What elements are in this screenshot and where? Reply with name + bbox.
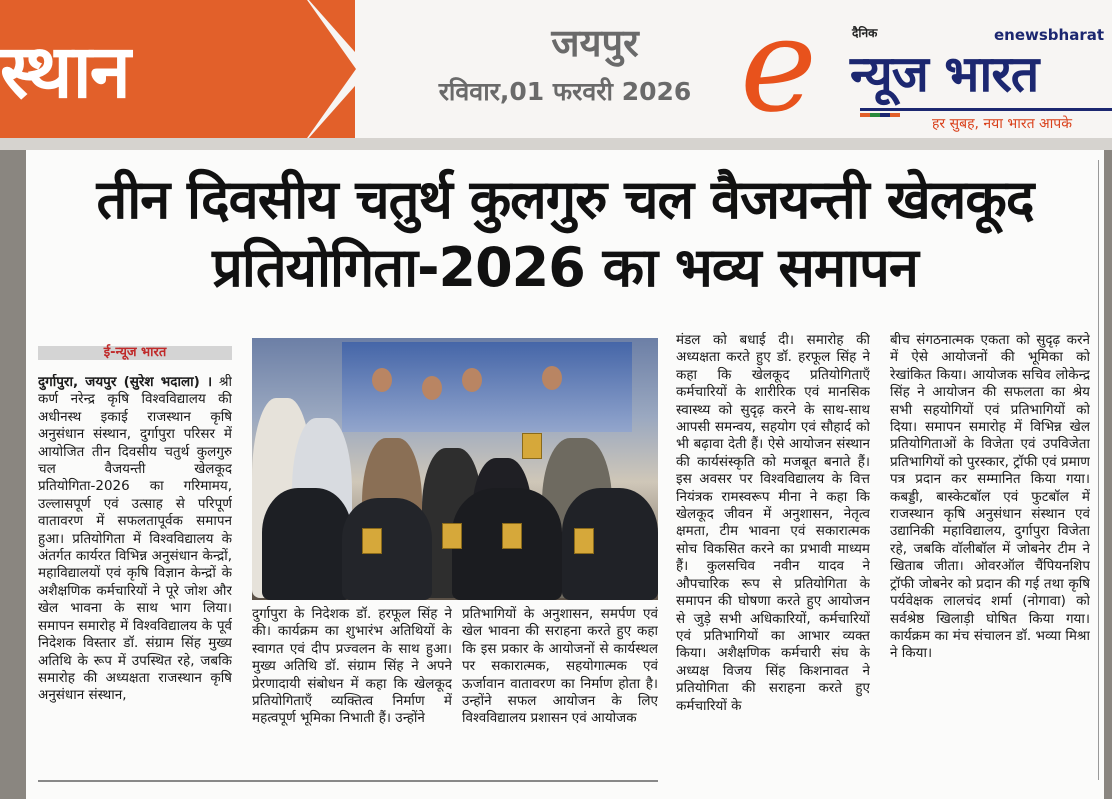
- logo-tagline: हर सुबह, नया भारत आपके: [932, 116, 1073, 132]
- trophy: [442, 523, 462, 549]
- logo-dots: [860, 113, 900, 117]
- article-column-1: [38, 374, 232, 774]
- person: [462, 368, 482, 392]
- bottom-rule: [38, 780, 658, 782]
- person: [262, 488, 352, 600]
- edition-city: जयपुर: [551, 21, 639, 65]
- divider: [0, 138, 1112, 150]
- headline: तीन दिवसीय चतुर्थ कुलगुरु चल वैजयन्ती खेलकूद प्रतियोगिता-2026 का भव्य समापन: [96, 168, 1034, 299]
- event-photo: [252, 338, 658, 600]
- edition-date: रविवार,01 फरवरी 2026: [438, 77, 692, 106]
- trophy: [574, 528, 594, 554]
- person: [342, 498, 432, 600]
- newspaper-masthead: [0, 0, 1112, 138]
- byline: ई-न्यूज भारत: [38, 346, 232, 360]
- person: [422, 376, 442, 400]
- article-column-2: दुर्गापुरा के निदेशक डॉ. हरफूल सिंह ने की। कार्यक्रम का शुभारंभ अतिथियों के स्वागत एवं दीप प्रज्वलन के साथ हुआ। मुख्य अतिथि डॉ. संग्राम सिंह ने अपने प्रेरणादायी संबोधन में कहा कि खेलकूद प्रतियोगिताएँ व्यक्तित्व निर्माण में महत्वपूर्ण भूमिका निभाती हैं। उन्होंने: [252, 606, 452, 727]
- logo-e-mark: e: [740, 0, 817, 138]
- chevron-decoration: [300, 0, 356, 138]
- article-column-5: बीच संगठनात्मक एकता को सुदृढ़ करने में ऐसे आयोजनों की भूमिका को रेखांकित किया। आयोजक सचिव लोकेन्द्र सिंह ने आयोजन की सफलता का श्रेय सभी सहयोगियों एवं प्रतिभागियों को दिया। समापन समारोह में विभिन्न खेल प्रतियोगिताओं के विजेता एवं उपविजेता प्रतिभागियों को पुरस्कार, ट्रॉफी एवं प्रमाण पत्र प्रदान कर सम्मानित किया गया। कबड्डी, बास्केटबॉल एवं फुटबॉल में राजस्थान कृषि अनुसंधान संस्थान एवं उद्यानिकी महाविद्यालय, दुर्गापुरा विजेता रहे, जबकि वॉलीबॉल में जोबनेर टीम ने खिताब जीता। ओवरऑल चैंपियनशिप ट्रॉफी जोबनेर को प्रदान की गई तथा कृषि पर्यवेक्षक लालचंद शर्मा (नोगावा) को सर्वश्रेष्ठ खिलाड़ी घोषित किया गया। कार्यक्रम का मंच संचालन डॉ. भव्या मिश्रा ने किया।: [890, 332, 1090, 662]
- column-text: श्री कर्ण नरेन्द्र कृषि विश्वविद्यालय की अधीनस्थ इकाई राजस्थान कृषि अनुसंधान संस्थान, दुर्गापुरा परिसर में आयोजित तीन दिवसीय चतुर्थ कुलगुरु चल वैजयन्ती खेलकूद प्रतियोगिता-2026 का गरिमामय, उल्लासपूर्ण एवं उत्साह से परिपूर्ण वातावरण में सफलतापूर्वक समापन हुआ। प्रतियोगिता में विश्वविद्यालय के अंतर्गत कार्यरत विभिन्न अनुसंधान केन्द्रों, महाविद्यालयों एवं कृषि विज्ञान केन्द्रों के अशैक्षणिक कर्मचारियों ने पूरे जोश और खेल भावना के साथ भाग लिया। समापन समारोह में विश्वविद्यालय के पूर्व निदेशक विस्तार डॉ. संग्राम सिंह मुख्य अतिथि के रूप में उपस्थित रहे, जबकि समारोह की अध्यक्षता राजस्थान कृषि अनुसंधान संस्थान,: [38, 374, 232, 704]
- logo-underline: [860, 108, 1112, 111]
- section-name: स्थान: [0, 29, 129, 115]
- article-column-3: प्रतिभागियों के अनुशासन, समर्पण एवं खेल भावना की सराहना करते हुए कहा कि इस प्रकार के आयोजनों से कार्यस्थल पर सकारात्मक, सहयोगात्मक एवं ऊर्जावान वातावरण का निर्माण होता है। उन्होंने सफल आयोजन के लिए विश्वविद्यालय प्रशासन एवं आयोजक: [462, 606, 658, 727]
- person: [542, 366, 562, 390]
- trophy: [522, 433, 542, 459]
- person: [372, 368, 392, 392]
- column-rule: [1098, 160, 1099, 780]
- trophy: [502, 523, 522, 549]
- article-column-4: मंडल को बधाई दी। समारोह की अध्यक्षता करते हुए डॉ. हरफूल सिंह ने कहा कि खेलकूद प्रतियोगिताएँ कर्मचारियों के शारीरिक एवं मानसिक स्वास्थ्य को सुदृढ़ करने के साथ-साथ आपसी समन्वय, सहयोग एवं सौहार्द को भी बढ़ावा देती हैं। ऐसे आयोजन संस्थान की कार्यसंस्कृति को मजबूत बनाते हैं। इस अवसर पर विश्वविद्यालय के वित्त नियंत्रक रामस्वरूप मीना ने कहा कि खेलकूद जीवन में अनुशासन, नेतृत्व क्षमता, टीम भावना एवं सकारात्मक सोच विकसित करने का प्रभावी माध्यम हैं। कुलसचिव नवीन यादव ने औपचारिक रूप से प्रतियोगिता के समापन की घोषणा करते हुए आयोजन से जुड़े सभी अधिकारियों, कर्मचारियों एवं प्रतिभागियों का आभार व्यक्त किया। अशैक्षणिक कर्मचारी संघ के अध्यक्ष विजय सिंह किशनावत ने प्रतियोगिता की सराहना करते हुए कर्मचारियों के: [676, 332, 870, 714]
- trophy: [362, 528, 382, 554]
- logo-dainik: दैनिक: [852, 26, 878, 40]
- logo-site: enewsbharat: [994, 26, 1105, 44]
- dateline: दुर्गापुरा, जयपुर (सुरेश भदाला) ।: [38, 374, 213, 390]
- logo-name: न्यूज भारत: [850, 45, 1039, 103]
